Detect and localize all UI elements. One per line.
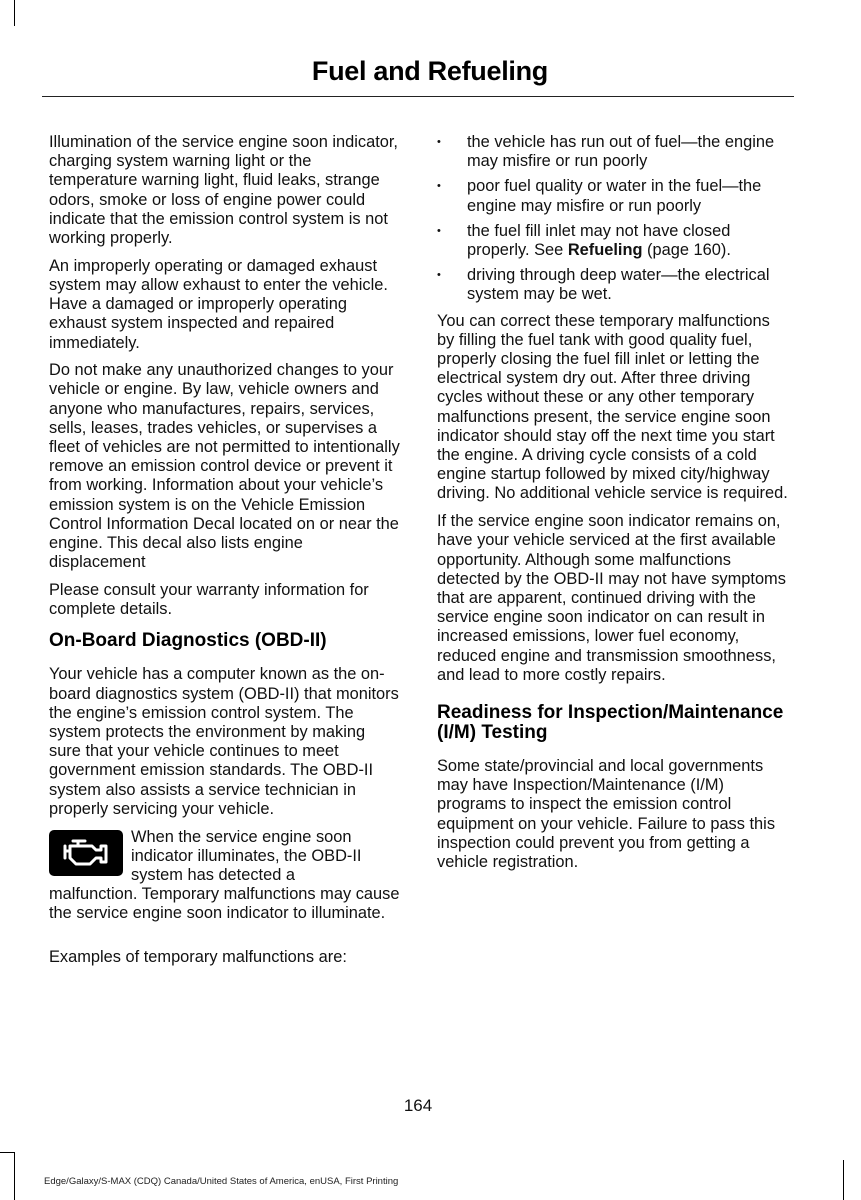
- malfunction-list: [437, 133, 789, 305]
- section-heading-obd: On-Board Diagnostics (OBD-II): [49, 630, 327, 652]
- indicator-callout: [49, 828, 401, 886]
- crop-mark-top-left: [14, 0, 15, 26]
- list-item: • poor fuel quality or water in the fuel—the engine may misfire or run poorly: [437, 177, 789, 215]
- paragraph: If the service engine soon indicator remains on, have your vehicle serviced at the first available opportunity. Although some malfunctions detected by the OBD-II may not have symptoms that are apparent, continued driving with the service engine soon indicator on can result in increased emissions, lower fuel economy, reduced engine and transmission smoothness, and lead to more costly repairs.: [437, 512, 786, 684]
- crop-mark-bottom-right: [843, 1160, 844, 1200]
- list-item: • driving through deep water—the electrical system may be wet.: [437, 266, 789, 304]
- right-column: [437, 133, 789, 881]
- refueling-link[interactable]: Refueling: [567, 241, 643, 260]
- paragraph: Your vehicle has a computer known as the on-board diagnostics system (OBD-II) that monitors the engine’s emission control system. The system protects the environment by making sure that your vehicle continues to meet government emission standards. The OBD-II system also assists a service technician in properly servicing your vehicle.: [49, 665, 399, 818]
- left-column: [49, 133, 401, 975]
- list-item: [437, 222, 789, 260]
- footer-text: Edge/Galaxy/S-MAX (CDQ) Canada/United States of America, enUSA, First Printing: [44, 1176, 399, 1187]
- paragraph: An improperly operating or damaged exhaust system may allow exhaust to enter the vehicle. Have a damaged or improperly operating exhaust system inspected and repaired immediately.: [49, 256, 388, 352]
- paragraph: Illumination of the service engine soon indicator, charging system warning light or the temperature warning light, fluid leaks, strange odors, smoke or loss of engine power could indicate that the emission control system is not working properly.: [49, 133, 398, 248]
- indicator-text: When the service engine soon indicator illuminates, the OBD-II system has detected a: [131, 827, 362, 884]
- paragraph: Some state/provincial and local governments may have Inspection/Maintenance (I/M) programs to inspect the emission control equipment on your vehicle. Failure to pass this inspection could prevent you from getting a vehicle registration.: [437, 756, 776, 871]
- section-heading-readiness: Readiness for Inspection/Maintenance (I/M) Testing: [437, 701, 784, 743]
- paragraph: Please consult your warranty information for complete details.: [49, 580, 369, 619]
- engine-icon: [49, 830, 123, 876]
- list-item-text: the fuel fill inlet may not have closed properly. See: [467, 221, 731, 260]
- paragraph: Examples of temporary malfunctions are:: [49, 947, 347, 966]
- header-rule: [42, 96, 794, 97]
- page-reference: (page 160).: [642, 241, 731, 260]
- paragraph: malfunction. Temporary malfunctions may cause the service engine soon indicator to illuminate.: [49, 885, 400, 923]
- list-item: • the vehicle has run out of fuel—the engine may misfire or run poorly: [437, 133, 789, 171]
- page-number: 164: [403, 1096, 433, 1115]
- paragraph: Do not make any unauthorized changes to your vehicle or engine. By law, vehicle owners and anyone who manufactures, repairs, services, sells, leases, trades vehicles, or supervises a fleet of vehicles are not permitted to intentionally remove an emission control device or prevent it from working. Information about your vehicle’s emission system is on the Vehicle Emission Control Information Decal located on or near the engine. This decal also lists engine displacement: [49, 361, 400, 572]
- page-title: Fuel and Refueling: [311, 56, 548, 86]
- paragraph: You can correct these temporary malfunctions by filling the fuel tank with good quality fuel, properly closing the fuel fill inlet or letting the electrical system dry out. After three driving cycles without these or any other temporary malfunctions present, the service engine soon indicator should stay off the next time you start the engine. A driving cycle consists of a cold engine startup followed by mixed city/highway driving. No additional vehicle service is required.: [437, 311, 788, 503]
- crop-mark-bottom-left: [14, 1152, 15, 1200]
- crop-mark-bottom-left-h: [0, 1152, 14, 1153]
